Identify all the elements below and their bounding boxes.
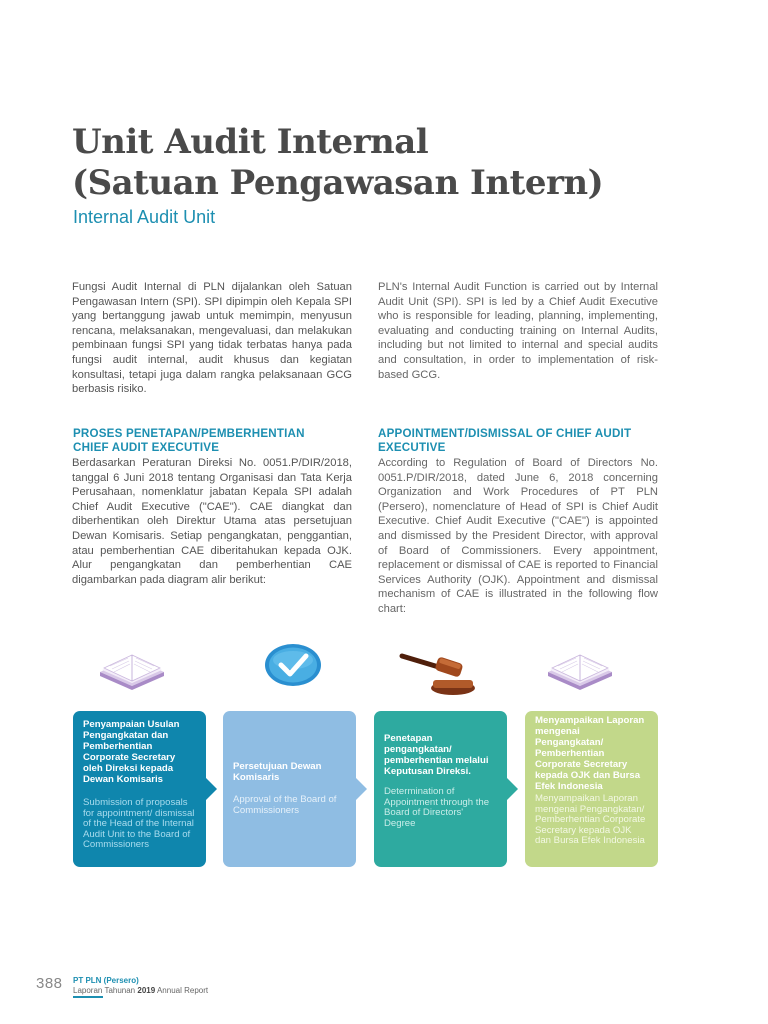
open-book-icon xyxy=(546,652,614,701)
intro-right-column xyxy=(378,280,658,382)
flow-step-title: Persetujuan Dewan Komisaris xyxy=(233,761,322,783)
page-subtitle: Internal Audit Unit xyxy=(73,207,216,227)
section-left-paragraph: Berdasarkan Peraturan Direksi No. 0051.P/DIR/2018, tanggal 6 Juni 2018 tentang Organisasi dan Tata Kerja Perusahaan, nomenklatur jabatan Kepala SPI adalah Chief Audit Executive ("CAE"). CAE diangkat dan diberhentikan oleh Direktur Utama atas persetujuan Dewan Komisaris. Setiap pengangkatan, penggantian, atau pemberhentian CAE diberitahukan kepada OJK. Alur pengangkatan dan pemberhentian CAE digambarkan pada diagram alir berikut: xyxy=(72,457,352,586)
flow-arrow xyxy=(206,778,217,800)
intro-right-paragraph: PLN's Internal Audit Function is carried out by Internal Audit Unit (SPI). SPI is led by a Chief Audit Executive who is responsible for leading, planning, implementing, evaluating and conducting training on Internal Audits, including but not limited to internal and special audits and consultation, in order to implementation of risk-based GCG. xyxy=(378,281,658,381)
footer-report-year: 2019 xyxy=(137,986,156,995)
flow-step-subtitle: Approval of the Board of Commissioners xyxy=(233,794,337,816)
intro-left-column xyxy=(72,280,352,397)
footer-company: PT PLN (Persero) xyxy=(73,976,139,985)
footer-report-prefix: Laporan Tahunan xyxy=(73,986,136,995)
footer-report xyxy=(73,986,208,995)
approval-check-icon xyxy=(263,642,323,693)
gavel-icon xyxy=(398,652,484,703)
page-number: 388 xyxy=(36,975,63,992)
flow-step-title: Menyampaikan Laporan mengenai Pengangkatan/ Pemberhentian Corporate Secretary kepada OJK dan Bursa Efek Indonesia xyxy=(535,715,645,792)
flow-step-title: Penyampaian Usulan Pengangkatan dan Pemberhentian Corporate Secretary oleh Direksi kepada Dewan Komisaris xyxy=(83,719,180,785)
page-title xyxy=(72,122,603,204)
flow-step-submission xyxy=(73,711,206,867)
flow-step-subtitle: Determination of Appointment through the Board of Directors' Degree xyxy=(384,786,490,829)
intro-left-paragraph: Fungsi Audit Internal di PLN dijalankan oleh Satuan Pengawasan Intern (SPI). SPI dipimpin oleh Kepala SPI yang bertanggung jawab untuk memimpin, menyusun rencana, melaksanakan, mengevaluasi, dan melakukan pembinaan fungsi SPI yang tidak terbatas hanya pada fungsi audit internal, audit khusus dan kegiatan konsultasi, tetapi juga dalam rangka pelaksanaan GCG berbasis risiko. xyxy=(72,281,352,396)
footer-divider xyxy=(73,996,103,998)
section-heading-right: APPOINTMENT/DISMISSAL OF CHIEF AUDIT EXECUTIVE xyxy=(378,427,632,454)
flow-step-report xyxy=(525,711,658,867)
section-right-paragraph: According to Regulation of Board of Directors No. 0051.P/DIR/2018, dated June 6, 2018 concerning Organization and Work Procedures of PT PLN (Persero), nomenclature of Head of SPI is Chief Audit Executive. Chief Audit Executive ("CAE") is appointed and dismissed by the President Director, with approval of Board of Commissioners. Every appointment, replacement or dismissal of CAE is reported to Financial Services Authority (OJK). Appointment and dismissal mechanism of CAE is illustrated in the following flow chart: xyxy=(378,457,658,615)
flow-arrow xyxy=(507,778,518,800)
flow-step-determination xyxy=(374,711,507,867)
section-heading-left: PROSES PENETAPAN/PEMBERHENTIAN CHIEF AUDIT EXECUTIVE xyxy=(73,427,305,454)
flow-arrow xyxy=(356,778,367,800)
page-title-line1: Unit Audit Internal xyxy=(72,122,429,162)
flow-step-approval xyxy=(223,711,356,867)
section-right-column xyxy=(378,456,658,617)
flow-step-title: Penetapan pengangkatan/ pemberhentian melalui Keputusan Direksi. xyxy=(384,733,489,777)
footer-report-suffix: Annual Report xyxy=(156,986,209,995)
page-title-line2: (Satuan Pengawasan Intern) xyxy=(72,163,604,203)
flow-step-subtitle: Submission of proposals for appointment/ dismissal of the Head of the Internal Audit Unit to the Board of Commissioners xyxy=(83,797,195,850)
open-book-icon xyxy=(98,652,166,701)
section-left-column xyxy=(72,456,352,587)
flow-step-subtitle: Menyampaikan Laporan mengenai Pengangkatan/ Pemberhentian Corporate Secretary kepada OJK dan Bursa Efek Indonesia xyxy=(535,793,646,846)
